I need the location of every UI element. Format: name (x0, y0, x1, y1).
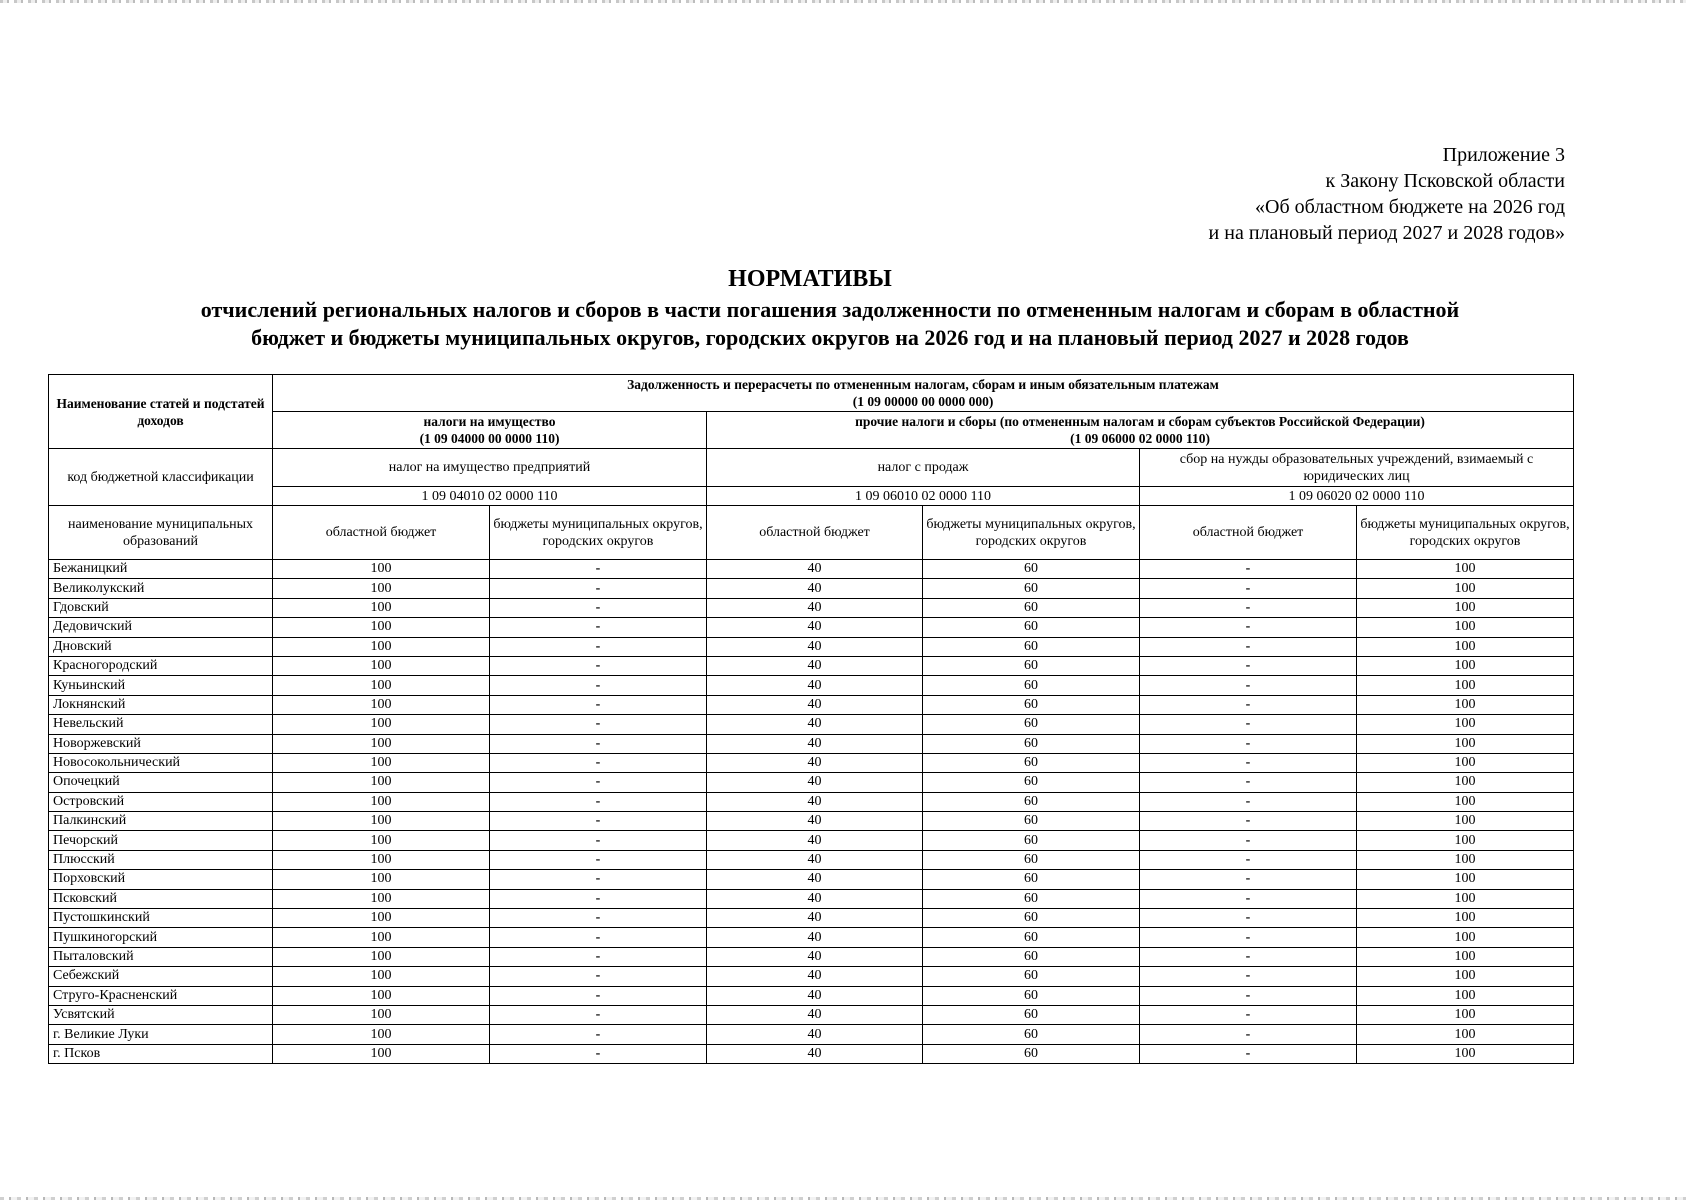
norm-value-cell: 100 (1357, 715, 1574, 734)
norm-value-cell: 40 (707, 637, 923, 656)
municipal-budgets-header: бюджеты муниципальных округов, городских округов (923, 506, 1140, 560)
table-row (49, 598, 1574, 617)
table-row (49, 967, 1574, 986)
norm-value-cell: 100 (1357, 850, 1574, 869)
municipality-name: Опочецкий (49, 773, 273, 792)
norm-value-cell: 40 (707, 909, 923, 928)
table-row (49, 850, 1574, 869)
municipal-budgets-header: бюджеты муниципальных округов, городских округов (1357, 506, 1574, 560)
norm-value-cell: 60 (923, 1044, 1140, 1063)
norm-value-cell: - (1140, 773, 1357, 792)
norm-value-cell: 60 (923, 715, 1140, 734)
municipality-name: Пушкиногорский (49, 928, 273, 947)
norm-value-cell: 40 (707, 1044, 923, 1063)
norm-value-cell: - (490, 870, 707, 889)
enterprise-tax-name: налог на имущество предприятий (273, 449, 707, 487)
norm-value-cell: 100 (1357, 986, 1574, 1005)
norm-value-cell: 100 (273, 909, 490, 928)
norm-value-cell: 60 (923, 695, 1140, 714)
table-row (49, 909, 1574, 928)
norm-value-cell: 60 (923, 1005, 1140, 1024)
municipality-name: Гдовский (49, 598, 273, 617)
municipality-name: Псковский (49, 889, 273, 908)
other-taxes-code: (1 09 06000 02 0000 110) (1070, 431, 1210, 446)
norm-value-cell: 100 (1357, 1025, 1574, 1044)
norm-value-cell: 60 (923, 676, 1140, 695)
norm-value-cell: 40 (707, 676, 923, 695)
norm-value-cell: 60 (923, 850, 1140, 869)
norm-value-cell: 100 (273, 1025, 490, 1044)
norm-value-cell: 100 (273, 598, 490, 617)
norm-value-cell: 60 (923, 560, 1140, 579)
norm-value-cell: 60 (923, 831, 1140, 850)
norm-value-cell: 100 (273, 870, 490, 889)
norm-value-cell: 60 (923, 773, 1140, 792)
norm-value-cell: 100 (273, 850, 490, 869)
norm-value-cell: - (1140, 1044, 1357, 1063)
norm-value-cell: 60 (923, 870, 1140, 889)
norm-value-cell: 100 (273, 676, 490, 695)
table-row (49, 1025, 1574, 1044)
municipality-name: Островский (49, 792, 273, 811)
norm-value-cell: 40 (707, 967, 923, 986)
group-header-title: Задолженность и перерасчеты по отмененным налогам, сборам и иным обязательным платежам (627, 377, 1219, 392)
norm-value-cell: 100 (273, 1044, 490, 1063)
norm-value-cell: 100 (273, 579, 490, 598)
norm-value-cell: - (1140, 656, 1357, 675)
table-row (49, 1005, 1574, 1024)
other-taxes-title: прочие налоги и сборы (по отмененным налогам и сборам субъектов Российской Федерации) (855, 414, 1425, 429)
table-row (49, 753, 1574, 772)
norm-value-cell: - (1140, 792, 1357, 811)
table-row (49, 618, 1574, 637)
norm-value-cell: 40 (707, 560, 923, 579)
norm-value-cell: 100 (273, 734, 490, 753)
norm-value-cell: 100 (1357, 618, 1574, 637)
municipality-name: Великолукский (49, 579, 273, 598)
norm-value-cell: 40 (707, 1005, 923, 1024)
norm-value-cell: 40 (707, 928, 923, 947)
norm-value-cell: 60 (923, 928, 1140, 947)
document-subtitle (40, 296, 1620, 352)
table-row (49, 986, 1574, 1005)
norm-value-cell: 60 (923, 986, 1140, 1005)
norm-value-cell: 100 (1357, 773, 1574, 792)
municipality-name: Новоржевский (49, 734, 273, 753)
norm-value-cell: 40 (707, 1025, 923, 1044)
property-tax-header (273, 412, 707, 449)
municipality-name: Печорский (49, 831, 273, 850)
norm-value-cell: - (1140, 967, 1357, 986)
municipality-name: Пыталовский (49, 947, 273, 966)
norm-value-cell: 100 (273, 889, 490, 908)
municipal-budgets-header: бюджеты муниципальных округов, городских округов (490, 506, 707, 560)
norm-value-cell: 60 (923, 637, 1140, 656)
municipality-name: г. Псков (49, 1044, 273, 1063)
norm-value-cell: - (490, 792, 707, 811)
norm-value-cell: 60 (923, 792, 1140, 811)
table-body (49, 560, 1574, 1064)
items-column-header: Наименование статей и подстатей доходов (49, 375, 273, 449)
norm-value-cell: - (490, 1044, 707, 1063)
norm-value-cell: - (1140, 579, 1357, 598)
norm-value-cell: - (490, 1005, 707, 1024)
norm-value-cell: - (490, 773, 707, 792)
norm-value-cell: - (1140, 812, 1357, 831)
table-row (49, 676, 1574, 695)
table-row (49, 579, 1574, 598)
norm-value-cell: - (1140, 676, 1357, 695)
table-row (49, 947, 1574, 966)
education-fee-code: 1 09 06020 02 0000 110 (1140, 487, 1574, 506)
norm-value-cell: 100 (1357, 1005, 1574, 1024)
norm-value-cell: - (1140, 947, 1357, 966)
regional-budget-header: областной бюджет (707, 506, 923, 560)
property-tax-code: (1 09 04000 00 0000 110) (419, 431, 560, 446)
norm-value-cell: 40 (707, 773, 923, 792)
norm-value-cell: 40 (707, 715, 923, 734)
norm-value-cell: 40 (707, 986, 923, 1005)
municipality-name: Дновский (49, 637, 273, 656)
table-row (49, 870, 1574, 889)
norm-value-cell: - (1140, 598, 1357, 617)
norm-value-cell: 100 (273, 618, 490, 637)
norm-value-cell: - (490, 812, 707, 831)
norm-value-cell: 40 (707, 753, 923, 772)
norm-value-cell: 100 (273, 812, 490, 831)
norm-value-cell: - (1140, 928, 1357, 947)
enterprise-tax-code: 1 09 04010 02 0000 110 (273, 487, 707, 506)
norm-value-cell: - (1140, 560, 1357, 579)
scan-edge-top (0, 0, 1686, 3)
norm-value-cell: - (490, 579, 707, 598)
norm-value-cell: 100 (1357, 909, 1574, 928)
education-fee-name: сбор на нужды образовательных учреждений, взимаемый с юридических лиц (1140, 449, 1574, 487)
norm-value-cell: 100 (1357, 870, 1574, 889)
municipality-name: Струго-Красненский (49, 986, 273, 1005)
norm-value-cell: 100 (1357, 637, 1574, 656)
municipality-name: Палкинский (49, 812, 273, 831)
norm-value-cell: 100 (1357, 889, 1574, 908)
municipality-name: Невельский (49, 715, 273, 734)
norm-value-cell: 60 (923, 967, 1140, 986)
norm-value-cell: - (1140, 909, 1357, 928)
norm-value-cell: 60 (923, 889, 1140, 908)
municipality-name: Себежский (49, 967, 273, 986)
norm-value-cell: 100 (1357, 753, 1574, 772)
norm-value-cell: 40 (707, 870, 923, 889)
norm-value-cell: 60 (923, 618, 1140, 637)
norm-value-cell: 100 (1357, 967, 1574, 986)
norm-value-cell: - (490, 967, 707, 986)
norm-value-cell: 100 (1357, 695, 1574, 714)
norm-value-cell: 60 (923, 812, 1140, 831)
norm-value-cell: 100 (273, 928, 490, 947)
budget-code-label: код бюджетной классификации (49, 449, 273, 506)
norm-value-cell: 100 (1357, 812, 1574, 831)
norm-value-cell: - (490, 715, 707, 734)
norm-value-cell: 100 (273, 947, 490, 966)
norm-value-cell: 100 (1357, 656, 1574, 675)
municipality-name: Бежаницкий (49, 560, 273, 579)
norm-value-cell: - (490, 618, 707, 637)
norm-value-cell: - (1140, 637, 1357, 656)
subtitle-line: отчислений региональных налогов и сборов в части погашения задолженности по отмененным налогам и сборам в областной (200, 297, 1460, 322)
norm-value-cell: 40 (707, 889, 923, 908)
norm-value-cell: 40 (707, 734, 923, 753)
document-title: НОРМАТИВЫ (728, 266, 892, 292)
norm-value-cell: 100 (1357, 831, 1574, 850)
norm-value-cell: 100 (1357, 947, 1574, 966)
norm-value-cell: 100 (1357, 792, 1574, 811)
norm-value-cell: - (1140, 986, 1357, 1005)
appendix-line: к Закону Псковской области (1325, 170, 1565, 192)
appendix-line: Приложение 3 (1442, 144, 1565, 166)
norm-value-cell: 100 (273, 715, 490, 734)
table-row (49, 715, 1574, 734)
norm-value-cell: - (490, 928, 707, 947)
norm-value-cell: 60 (923, 656, 1140, 675)
norm-value-cell: - (490, 986, 707, 1005)
norm-value-cell: - (490, 637, 707, 656)
norm-value-cell: 100 (273, 773, 490, 792)
norm-value-cell: - (490, 947, 707, 966)
municipality-name: Плюсский (49, 850, 273, 869)
norm-value-cell: 40 (707, 947, 923, 966)
table-row (49, 1044, 1574, 1063)
norm-value-cell: 60 (923, 579, 1140, 598)
norm-value-cell: - (1140, 889, 1357, 908)
norm-value-cell: - (490, 676, 707, 695)
norm-value-cell: - (1140, 1005, 1357, 1024)
norm-value-cell: 40 (707, 579, 923, 598)
norm-value-cell: 100 (273, 1005, 490, 1024)
municipality-name: Локнянский (49, 695, 273, 714)
norm-value-cell: 100 (273, 695, 490, 714)
norm-value-cell: - (490, 753, 707, 772)
norm-value-cell: 40 (707, 831, 923, 850)
table-row (49, 773, 1574, 792)
norm-value-cell: 60 (923, 753, 1140, 772)
norm-value-cell: - (1140, 715, 1357, 734)
property-tax-title: налоги на имущество (423, 414, 556, 429)
norm-value-cell: 100 (1357, 579, 1574, 598)
group-header-code: (1 09 00000 00 0000 000) (852, 394, 994, 409)
table-row (49, 637, 1574, 656)
norm-value-cell: 100 (1357, 1044, 1574, 1063)
norm-value-cell: 60 (923, 947, 1140, 966)
norms-table (48, 374, 1574, 1064)
norm-value-cell: 60 (923, 734, 1140, 753)
norm-value-cell: 40 (707, 812, 923, 831)
table-row (49, 560, 1574, 579)
municipality-name: Пустошкинский (49, 909, 273, 928)
norm-value-cell: 40 (707, 598, 923, 617)
norm-value-cell: - (1140, 695, 1357, 714)
norm-value-cell: - (1140, 1025, 1357, 1044)
norm-value-cell: 100 (273, 967, 490, 986)
table-row (49, 889, 1574, 908)
municipality-column-header: наименование муниципальных образований (49, 506, 273, 560)
norm-value-cell: 40 (707, 850, 923, 869)
norm-value-cell: - (1140, 831, 1357, 850)
norm-value-cell: - (1140, 753, 1357, 772)
norm-value-cell: 100 (1357, 676, 1574, 695)
table-header (49, 375, 1574, 560)
municipality-name: Куньинский (49, 676, 273, 695)
table-row (49, 831, 1574, 850)
norm-value-cell: - (490, 695, 707, 714)
table-row (49, 792, 1574, 811)
municipality-name: Порховский (49, 870, 273, 889)
municipality-name: Новосокольнический (49, 753, 273, 772)
norm-value-cell: 100 (273, 753, 490, 772)
norm-value-cell: 100 (273, 637, 490, 656)
norm-value-cell: 40 (707, 792, 923, 811)
norm-value-cell: 100 (1357, 598, 1574, 617)
norm-value-cell: - (1140, 734, 1357, 753)
table-row (49, 928, 1574, 947)
sales-tax-code: 1 09 06010 02 0000 110 (707, 487, 1140, 506)
group-header (273, 375, 1574, 412)
norm-value-cell: - (490, 850, 707, 869)
norm-value-cell: - (490, 656, 707, 675)
norm-value-cell: - (1140, 870, 1357, 889)
norm-value-cell: - (1140, 850, 1357, 869)
table-row (49, 695, 1574, 714)
appendix-line: «Об областном бюджете на 2026 год (1255, 196, 1565, 218)
norm-value-cell: 60 (923, 1025, 1140, 1044)
table-row (49, 812, 1574, 831)
norm-value-cell: - (490, 831, 707, 850)
municipality-name: Усвятский (49, 1005, 273, 1024)
norm-value-cell: - (490, 1025, 707, 1044)
norm-value-cell: 40 (707, 656, 923, 675)
norm-value-cell: 100 (273, 986, 490, 1005)
norm-value-cell: - (1140, 618, 1357, 637)
table-row (49, 734, 1574, 753)
norm-value-cell: 100 (273, 656, 490, 675)
table-row (49, 656, 1574, 675)
norm-value-cell: 60 (923, 598, 1140, 617)
norm-value-cell: - (490, 560, 707, 579)
municipality-name: Красногородский (49, 656, 273, 675)
norm-value-cell: - (490, 889, 707, 908)
norm-value-cell: 100 (1357, 928, 1574, 947)
sales-tax-name: налог с продаж (707, 449, 1140, 487)
regional-budget-header: областной бюджет (273, 506, 490, 560)
norm-value-cell: 100 (273, 831, 490, 850)
norm-value-cell: - (490, 598, 707, 617)
other-taxes-header (707, 412, 1574, 449)
appendix-line: и на плановый период 2027 и 2028 годов» (1208, 222, 1565, 244)
regional-budget-header: областной бюджет (1140, 506, 1357, 560)
norm-value-cell: 100 (1357, 734, 1574, 753)
norm-value-cell: 60 (923, 909, 1140, 928)
norm-value-cell: 40 (707, 618, 923, 637)
norm-value-cell: 40 (707, 695, 923, 714)
municipality-name: г. Великие Луки (49, 1025, 273, 1044)
norm-value-cell: - (490, 909, 707, 928)
norm-value-cell: 100 (273, 792, 490, 811)
subtitle-line: бюджет и бюджеты муниципальных округов, городских округов на 2026 год и на плановый период 2027 и 2028 годов (251, 325, 1409, 350)
norm-value-cell: - (490, 734, 707, 753)
municipality-name: Дедовичский (49, 618, 273, 637)
appendix-reference (1209, 142, 1565, 246)
norm-value-cell: 100 (1357, 560, 1574, 579)
norm-value-cell: 100 (273, 560, 490, 579)
